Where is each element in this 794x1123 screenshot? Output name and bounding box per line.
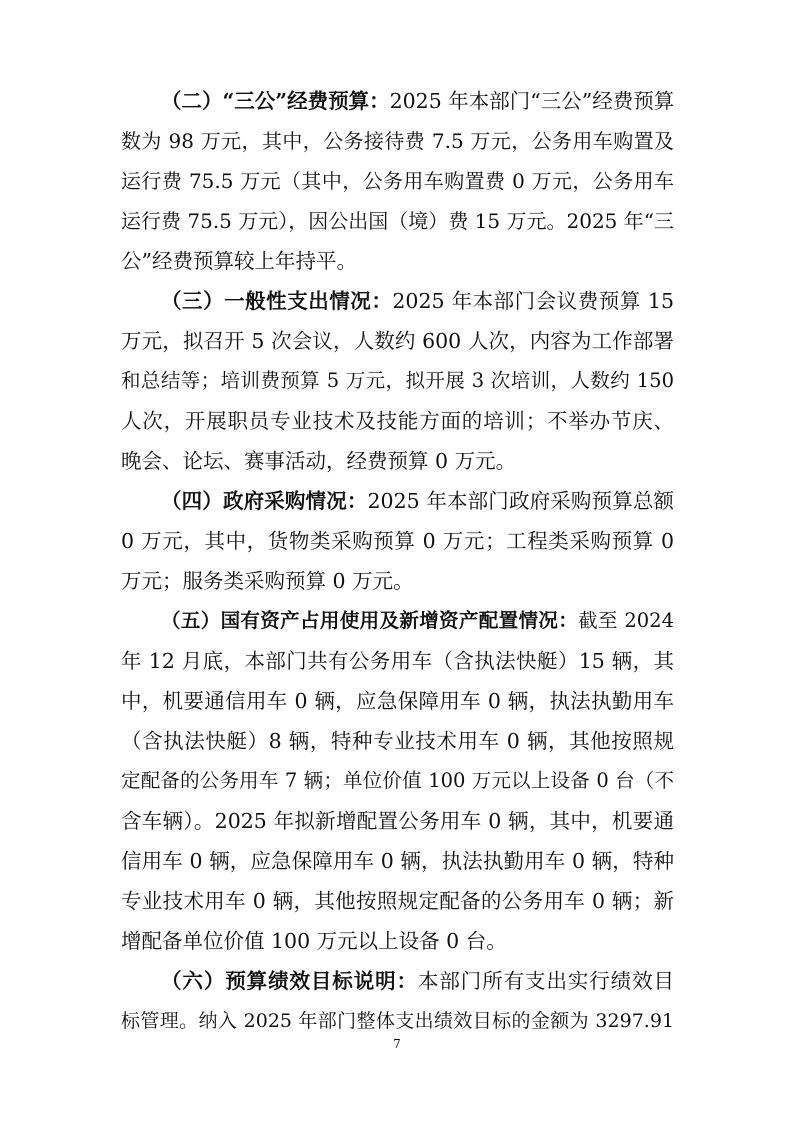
paragraph-line (121, 361, 674, 401)
line-text: （含执法快艇）8 辆，特种专业技术用车 0 辆，其他按照规 (121, 729, 674, 753)
line-text: 截至 2024 (578, 609, 674, 632)
line-text: 2025 年本部门会议费预算 15 (392, 289, 674, 313)
paragraph-line (121, 521, 674, 561)
section-heading-4: （四）政府采购情况： (161, 489, 368, 513)
paragraph-line (121, 761, 674, 801)
line-text: 万元；服务类采购预算 0 万元。 (121, 569, 414, 593)
paragraph-line (121, 201, 674, 241)
section-heading-6: （六）预算绩效目标说明： (161, 969, 418, 993)
paragraph-6-line-1 (161, 961, 674, 1001)
line-text: 年 12 月底，本部门共有公务用车（含执法快艇）15 辆，其 (121, 649, 674, 673)
paragraph-line (121, 161, 674, 201)
line-text: 定配备的公务用车 7 辆；单位价值 100 万元以上设备 0 台（不 (121, 769, 674, 792)
line-text: 公”经费预算较上年持平。 (121, 249, 357, 273)
line-text: 2025 年本部门政府采购预算总额 (367, 489, 675, 513)
line-text: 中，机要通信用车 0 辆，应急保障用车 0 辆，执法执勤用车 (121, 689, 674, 713)
section-heading-5: （五）国有资产占用使用及新增资产配置情况： (161, 609, 579, 632)
paragraph-5-line-1 (161, 601, 674, 641)
line-text: 人次，开展职员专业技术及技能方面的培训；不举办节庆、 (121, 409, 674, 433)
line-text: 运行费 75.5 万元（其中，公务用车购置费 0 万元，公务用车 (121, 169, 674, 193)
paragraph-line (121, 841, 674, 881)
section-heading-3: （三）一般性支出情况： (161, 289, 393, 313)
paragraph-line (121, 641, 674, 681)
line-text: 本部门所有支出实行绩效目 (417, 969, 675, 993)
paragraph-line (121, 721, 674, 761)
paragraph-line (121, 801, 674, 841)
line-text: 晚会、论坛、赛事活动，经费预算 0 万元。 (121, 449, 517, 473)
line-text: 0 万元，其中，货物类采购预算 0 万元；工程类采购预算 0 (121, 529, 674, 553)
paragraph-line (121, 121, 674, 161)
paragraph-line (121, 401, 674, 441)
paragraph-line (121, 881, 674, 921)
line-text: 运行费 75.5 万元），因公出国（境）费 15 万元。2025 年“三 (121, 209, 674, 233)
line-text: 和总结等；培训费预算 5 万元，拟开展 3 次培训，人数约 150 (121, 369, 674, 392)
line-text: 2025 年本部门“三公”经费预算 (389, 89, 675, 113)
page-number: 7 (393, 1037, 401, 1051)
line-text: 数为 98 万元，其中，公务接待费 7.5 万元，公务用车购置及 (121, 129, 674, 153)
line-text: 标管理。纳入 2025 年部门整体支出绩效目标的金额为 3297.91 (121, 1010, 674, 1032)
paragraph-line (121, 1001, 674, 1041)
section-heading-2: （二）“三公”经费预算： (161, 89, 390, 113)
paragraph-line (121, 321, 674, 361)
paragraph-3-line-1 (161, 281, 674, 321)
line-text: 万元，拟召开 5 次会议，人数约 600 人次，内容为工作部署 (121, 329, 674, 353)
paragraph-line (121, 921, 674, 961)
paragraph-line (121, 561, 674, 601)
paragraph-2-line-1 (161, 81, 674, 121)
paragraph-4-line-1 (161, 481, 674, 521)
line-text: 含车辆）。2025 年拟新增配置公务用车 0 辆，其中，机要通 (121, 809, 674, 833)
line-text: 信用车 0 辆，应急保障用车 0 辆，执法执勤用车 0 辆，特种 (121, 849, 674, 873)
paragraph-line (121, 241, 674, 281)
paragraph-line (121, 441, 674, 481)
line-text: 增配备单位价值 100 万元以上设备 0 台。 (121, 929, 507, 953)
line-text: 专业技术用车 0 辆，其他按照规定配备的公务用车 0 辆；新 (121, 889, 674, 913)
paragraph-line (121, 681, 674, 721)
